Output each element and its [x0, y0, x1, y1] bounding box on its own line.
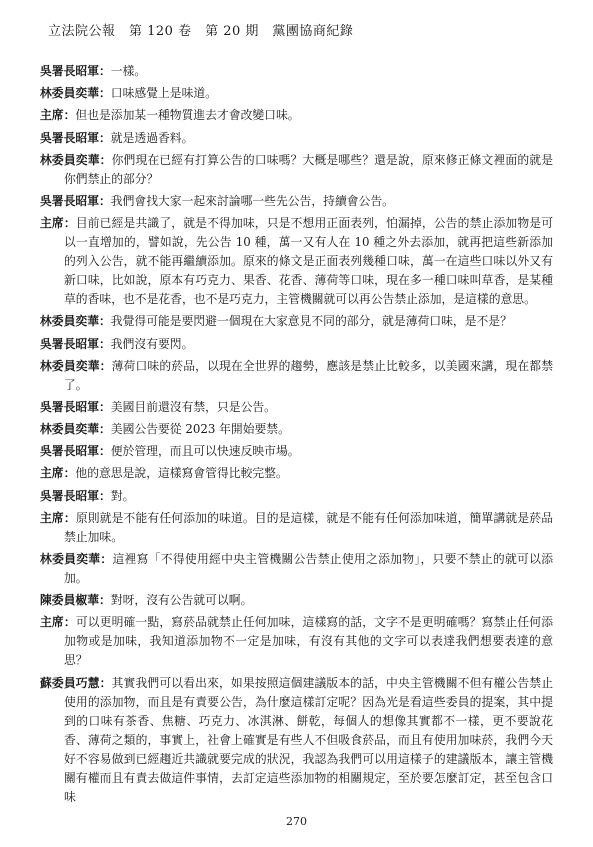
speech-text: 對。 [110, 488, 135, 503]
transcript-entry [40, 84, 553, 103]
transcript-entry [40, 464, 553, 483]
speech-text: 但也是添加某一種物質進去才會改變口味。 [75, 108, 300, 123]
transcript-entry [40, 509, 553, 547]
speaker-name: 吳署長昭軍： [40, 488, 111, 503]
page-header: 立法院公報 第 120 卷 第 20 期 黨團協商紀錄 [48, 24, 354, 39]
speech-text: 你們現在已經有打算公告的口味嗎？大概是哪些？還是說，原來修正條文裡面的就是你們禁止的部分？ [64, 152, 553, 186]
speech-text: 其實我們可以看出來，如果按照這個建議版本的話，中央主管機關不但有權公告禁止使用的添加物，而且是有責要公告，為什麼這樣訂定呢？因為光是看這些委員的提案，其中提到的口味有茶香、焦糖、巧克力、冰淇淋、餅乾，每個人的想像其實都不一樣，更不要說花香、薄荷之類的，事實上，社會上確實是有些人不但吸食菸品，而且有使用加味菸，我們今天好不容易做到已經趨近共識就要完成的狀況，我認為我們可以用這樣子的建議版本，讓主管機關有權而且有責去做這件事情，去訂定這些添加物的相關規定，至於要怎麼訂定，甚至包含口味 [64, 675, 553, 804]
speaker-name: 林委員奕華： [40, 422, 111, 437]
transcript-body [40, 62, 553, 810]
page-number: 270 [286, 815, 307, 828]
speech-text: 薄荷口味的菸品，以現在全世界的趨勢，應該是禁止比較多，以美國來講，現在都禁了。 [64, 358, 553, 392]
transcript-entry [40, 420, 553, 439]
speech-text: 我們會找大家一起來討論哪一些先公告，持續會公告。 [110, 193, 394, 208]
speech-text: 目前已經是共識了，就是不得加味，只是不想用正面表列，怕漏掉，公告的禁止添加物是可以一直增加的，譬如說，先公告 10 種，萬一又有人在 10 種之外去添加，就再把這些新添加的列入公告，就不能再繼續添加。原來的條文是正面表列幾種口味，萬一在這些口味以外又有新口味，比如說，原本有巧克力、果香、花香、薄荷等口味，現在多一種口味叫草香，是某種草的香味，也不是花香，也不是巧克力，主管機關就可以再公告禁止添加，是這樣的意思。 [64, 216, 553, 307]
speaker-name: 林委員奕華： [40, 552, 113, 566]
speech-text: 原則就是不能有任何添加的味道。目的是這樣，就是不能有任何添加味道，簡單講就是菸品禁止加味。 [64, 510, 553, 544]
speech-text: 我覺得可能是要閃避一個現在大家意見不同的部分，就是薄荷口味，是不是？ [110, 314, 512, 329]
speaker-name: 吳署長昭軍： [40, 130, 111, 145]
speaker-name: 主席： [40, 510, 76, 525]
speaker-name: 蘇委員巧慧： [40, 675, 112, 690]
transcript-entry [40, 487, 553, 506]
speaker-name: 主席： [40, 108, 76, 123]
transcript-entry [40, 151, 553, 189]
transcript-entry [40, 398, 553, 417]
speaker-name: 吳署長昭軍： [40, 444, 111, 459]
speaker-name: 吳署長昭軍： [40, 64, 111, 78]
speaker-name: 主席： [40, 466, 76, 481]
speech-text: 便於管理，而且可以快速反映市場。 [110, 444, 300, 459]
speech-text: 可以更明確一點，寫菸品就禁止任何加味，這樣寫的話，文字不是更明確嗎？寫禁止任何添加物或是加味，我知道添加物不一定是加味，有沒有其他的文字可以表達我們想要表達的意思？ [64, 615, 553, 668]
speech-text: 口味感覺上是味道。 [110, 86, 217, 101]
speaker-name: 吳署長昭軍： [40, 193, 111, 208]
transcript-entry [40, 214, 553, 309]
speaker-name: 主席： [40, 615, 76, 630]
speech-text: 美國公告要從 2023 年開始要禁。 [110, 422, 290, 437]
speech-text: 對呀，沒有公告就可以啊。 [110, 593, 253, 608]
transcript-entry [40, 591, 553, 610]
speech-text: 我們沒有要閃。 [110, 336, 194, 351]
speech-text: 一樣。 [110, 64, 147, 78]
transcript-entry [40, 312, 553, 331]
speaker-name: 吳署長昭軍： [40, 399, 111, 414]
transcript-entry [40, 106, 553, 125]
transcript-entry [40, 192, 553, 211]
transcript-entry [40, 613, 553, 670]
transcript-entry [40, 550, 553, 588]
speech-text: 美國目前還沒有禁，只是公告。 [110, 399, 276, 414]
speaker-name: 林委員奕華： [40, 86, 111, 101]
speech-text: 他的意思是說，這樣寫會管得比較完整。 [75, 466, 288, 481]
transcript-entry [40, 335, 553, 354]
transcript-entry [40, 442, 553, 461]
speaker-name: 林委員奕華： [40, 358, 112, 373]
transcript-entry [40, 129, 553, 148]
transcript-entry [40, 674, 553, 807]
speaker-name: 主席： [40, 216, 76, 231]
speech-text: 就是透過香料。 [110, 130, 194, 145]
speaker-name: 林委員奕華： [40, 314, 111, 329]
speaker-name: 林委員奕華： [40, 152, 112, 167]
speech-text: 這裡寫「不得使用經中央主管機關公告禁止使用之添加物」，只要不禁止的就可以添加。 [64, 552, 553, 585]
speaker-name: 吳署長昭軍： [40, 336, 111, 351]
speaker-name: 陳委員椒華： [40, 593, 111, 608]
transcript-entry [40, 357, 553, 395]
transcript-entry [40, 62, 553, 81]
